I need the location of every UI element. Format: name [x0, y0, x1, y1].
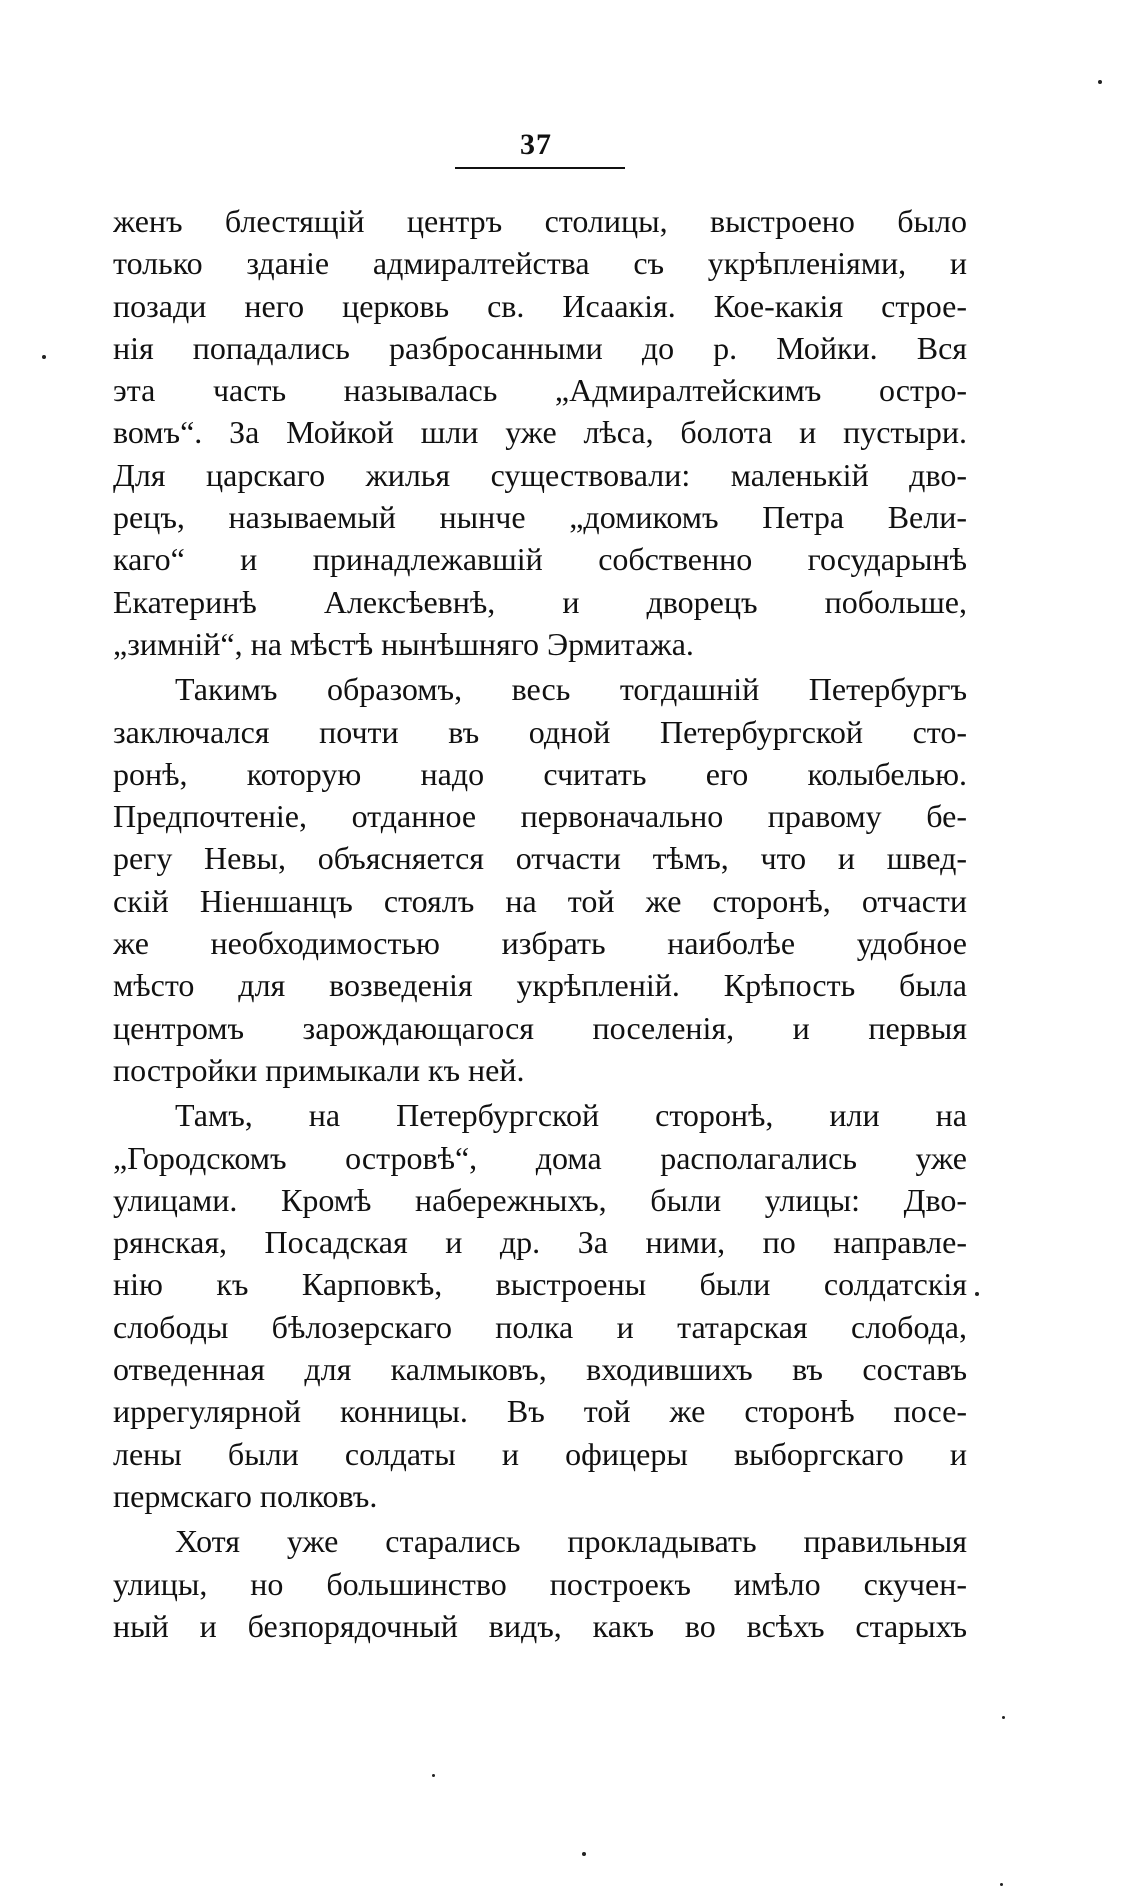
text-line: заключался почти въ одной Петербургской сто-	[113, 713, 967, 750]
scan-speck	[975, 1292, 979, 1296]
text-line: слободы бѣлозерскаго полка и татарская слобода,	[113, 1308, 967, 1345]
text-line: отведенная для калмыковъ, входившихъ въ составъ	[113, 1351, 967, 1388]
text-line: Для царскаго жилья существовали: маленькій дво-	[113, 456, 967, 493]
text-line: вомъ“. За Мойкой шли уже лѣса, болота и пустыри.	[113, 414, 967, 451]
scan-speck	[42, 355, 46, 359]
scan-speck	[582, 1852, 586, 1856]
text-line: улицами. Кромѣ набережныхъ, были улицы: Дво-	[113, 1181, 967, 1218]
text-line: Тамъ, на Петербургской сторонѣ, или на	[175, 1097, 967, 1134]
text-line: позади него церковь св. Исаакія. Кое-какія строе-	[113, 287, 967, 324]
text-line: центромъ зарождающагося поселенія, и первыя	[113, 1009, 967, 1046]
text-line: ный и безпорядочный видъ, какъ во всѣхъ старыхъ	[113, 1607, 967, 1644]
text-line: „зимній“, на мѣстѣ нынѣшняго Эрмитажа.	[113, 625, 694, 662]
text-line: ронѣ, которую надо считать его колыбелью.	[113, 755, 967, 792]
text-line: скій Ніеншанцъ стоялъ на той же сторонѣ, отчасти	[113, 882, 967, 919]
paragraph-3	[113, 1094, 967, 1517]
text-line: рянская, Посадская и др. За ними, по направле-	[113, 1224, 967, 1261]
text-line: женъ блестящій центръ столицы, выстроено было	[113, 203, 967, 239]
scan-speck	[1098, 80, 1102, 84]
text-line: Предпочтеніе, отданное первоначально правому бе-	[113, 798, 967, 835]
text-line: Такимъ образомъ, весь тогдашній Петербургъ	[175, 671, 967, 708]
text-line: лены были солдаты и офицеры выборгскаго и	[113, 1435, 967, 1472]
scan-speck	[1002, 1716, 1005, 1719]
text-line: только зданіе адмиралтейства съ укрѣпленіями, и	[113, 245, 967, 282]
text-line: пермскаго полковъ.	[113, 1477, 378, 1514]
text-line: Екатеринѣ Алексѣевнѣ, и дворецъ побольше,	[113, 583, 967, 620]
text-line: иррегулярной конницы. Въ той же сторонѣ посе-	[113, 1393, 967, 1430]
text-line: эта часть называлась „Адмиралтейскимъ остро-	[113, 372, 967, 409]
paragraph-2	[113, 668, 967, 1091]
text-line: постройки примыкали къ ней.	[113, 1051, 525, 1088]
scan-speck	[1000, 1883, 1003, 1886]
text-line: улицы, но большинство построекъ имѣло скучен-	[113, 1565, 967, 1602]
text-line: Хотя уже старались прокладывать правильныя	[175, 1523, 967, 1560]
paragraph-1	[113, 200, 967, 665]
paragraph-4	[113, 1520, 967, 1647]
text-line: „Городскомъ островѣ“, дома располагались уже	[113, 1139, 967, 1176]
text-line: рецъ, называемый нынче „домикомъ Петра Вели-	[113, 499, 967, 536]
text-line: мѣсто для возведенія укрѣпленій. Крѣпость была	[113, 967, 967, 1004]
text-line: нія попадались разбросанными до р. Мойки. Вся	[113, 329, 967, 366]
scan-speck	[432, 1774, 435, 1777]
text-line: же необходимостью избрать наиболѣе удобное	[113, 925, 967, 962]
text-line: регу Невы, объясняется отчасти тѣмъ, что и швед-	[113, 840, 967, 877]
text-line: каго“ и принадлежавшій собственно государынѣ	[113, 541, 967, 578]
header-rule	[455, 167, 625, 169]
body-text	[113, 200, 967, 1647]
text-line: нію къ Карповкѣ, выстроены были солдатскія	[113, 1266, 967, 1303]
page-number: 37	[520, 128, 552, 161]
